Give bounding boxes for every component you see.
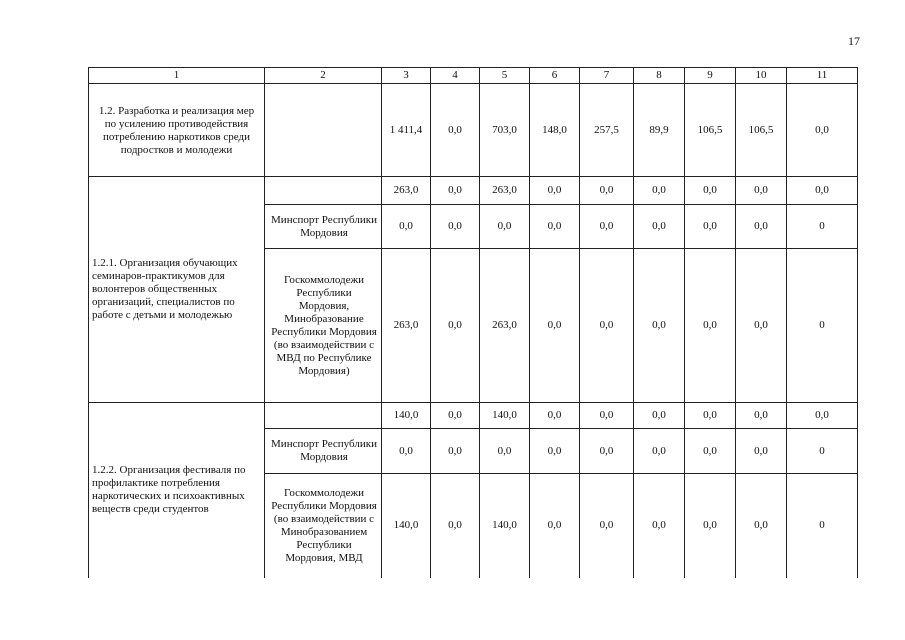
value-cell: 263,0 — [382, 177, 431, 205]
executor-cell: Минспорт Республики Мордовия — [265, 429, 382, 474]
value-cell: 0,0 — [736, 177, 787, 205]
value-cell: 140,0 — [382, 403, 431, 429]
value-cell: 0,0 — [580, 249, 634, 403]
executor-cell: Госкоммолодежи Республики Мордовия (во взаимодействии с Минобразованием Республики Мордовия, МВД — [265, 474, 382, 578]
value-cell: 0,0 — [685, 474, 736, 578]
value-cell: 140,0 — [382, 474, 431, 578]
value-cell: 0,0 — [685, 205, 736, 249]
header-cell: 7 — [580, 68, 634, 84]
value-cell: 0,0 — [580, 474, 634, 578]
value-cell: 0,0 — [685, 403, 736, 429]
header-cell: 10 — [736, 68, 787, 84]
value-cell: 0,0 — [530, 205, 580, 249]
value-cell: 0,0 — [634, 249, 685, 403]
value-cell: 0,0 — [736, 205, 787, 249]
table-row — [89, 84, 858, 177]
value-cell: 0,0 — [382, 429, 431, 474]
page-number: 17 — [848, 34, 860, 48]
value-cell: 0,0 — [685, 429, 736, 474]
value-cell: 0,0 — [480, 205, 530, 249]
value-cell: 140,0 — [480, 474, 530, 578]
value-cell: 703,0 — [480, 84, 530, 177]
value-cell: 0,0 — [480, 429, 530, 474]
value-cell: 0,0 — [787, 177, 858, 205]
value-cell: 0,0 — [787, 403, 858, 429]
table-row — [89, 177, 858, 205]
executor-cell: Госкоммолодежи Республики Мордовия, Минобразование Республики Мордовия (во взаимодействии с МВД по Республике Мордовия) — [265, 249, 382, 403]
activity-cell: 1.2.2. Организация фестиваля по профилактике потребления наркотических и психоактивных веществ среди студентов — [89, 403, 265, 578]
value-cell: 0,0 — [530, 249, 580, 403]
value-cell: 0,0 — [736, 249, 787, 403]
header-cell: 1 — [89, 68, 265, 84]
header-cell: 2 — [265, 68, 382, 84]
value-cell: 0,0 — [736, 429, 787, 474]
value-cell: 0,0 — [530, 474, 580, 578]
header-cell: 5 — [480, 68, 530, 84]
activity-cell: 1.2.1. Организация обучающих семинаров-практикумов для волонтеров общественных организаций, специалистов по работе с детьми и молодежью — [89, 177, 265, 403]
value-cell: 263,0 — [480, 249, 530, 403]
value-cell: 0 — [787, 249, 858, 403]
executor-cell — [265, 177, 382, 205]
executor-cell — [265, 84, 382, 177]
value-cell: 0,0 — [530, 177, 580, 205]
value-cell: 0 — [787, 429, 858, 474]
value-cell: 0,0 — [634, 205, 685, 249]
header-cell: 9 — [685, 68, 736, 84]
value-cell: 106,5 — [736, 84, 787, 177]
value-cell: 106,5 — [685, 84, 736, 177]
header-cell: 6 — [530, 68, 580, 84]
value-cell: 0,0 — [382, 205, 431, 249]
value-cell: 257,5 — [580, 84, 634, 177]
executor-cell: Минспорт Республики Мордовия — [265, 205, 382, 249]
activity-cell: 1.2. Разработка и реализация мер по усилению противодействия потреблению наркотиков среди подростков и молодежи — [89, 84, 265, 177]
budget-table — [88, 67, 858, 578]
value-cell: 0,0 — [580, 429, 634, 474]
value-cell: 0,0 — [431, 84, 480, 177]
value-cell: 0,0 — [530, 429, 580, 474]
value-cell: 0,0 — [580, 177, 634, 205]
header-cell: 3 — [382, 68, 431, 84]
table-row — [89, 403, 858, 429]
value-cell: 0,0 — [580, 205, 634, 249]
value-cell: 263,0 — [480, 177, 530, 205]
value-cell: 89,9 — [634, 84, 685, 177]
header-cell: 11 — [787, 68, 858, 84]
header-cell: 4 — [431, 68, 480, 84]
header-row — [89, 68, 858, 84]
value-cell: 0,0 — [431, 403, 480, 429]
value-cell: 0 — [787, 205, 858, 249]
value-cell: 0,0 — [431, 205, 480, 249]
value-cell: 0,0 — [634, 177, 685, 205]
value-cell: 0,0 — [431, 474, 480, 578]
value-cell: 1 411,4 — [382, 84, 431, 177]
value-cell: 0,0 — [634, 429, 685, 474]
value-cell: 0,0 — [634, 403, 685, 429]
value-cell: 0,0 — [431, 429, 480, 474]
value-cell: 0,0 — [685, 177, 736, 205]
value-cell: 0,0 — [580, 403, 634, 429]
value-cell: 0,0 — [431, 249, 480, 403]
value-cell: 0,0 — [530, 403, 580, 429]
value-cell: 148,0 — [530, 84, 580, 177]
value-cell: 0,0 — [736, 474, 787, 578]
value-cell: 0,0 — [736, 403, 787, 429]
value-cell: 263,0 — [382, 249, 431, 403]
value-cell: 0,0 — [634, 474, 685, 578]
header-cell: 8 — [634, 68, 685, 84]
value-cell: 0,0 — [787, 84, 858, 177]
value-cell: 0,0 — [431, 177, 480, 205]
value-cell: 0,0 — [685, 249, 736, 403]
value-cell: 0 — [787, 474, 858, 578]
value-cell: 140,0 — [480, 403, 530, 429]
executor-cell — [265, 403, 382, 429]
